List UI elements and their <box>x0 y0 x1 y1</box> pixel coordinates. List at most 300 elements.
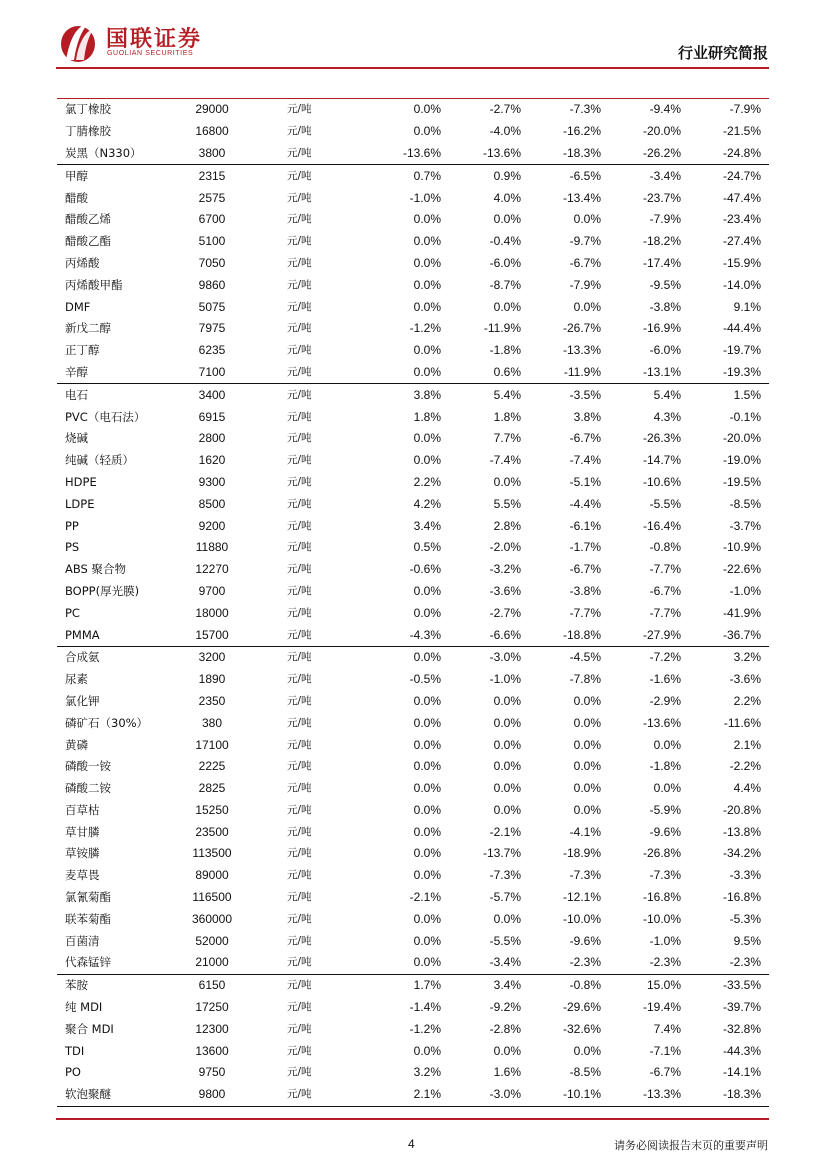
table-row <box>57 493 769 515</box>
product-name-cell: PP <box>65 518 79 533</box>
unit-cell: 元/吨 <box>287 738 312 751</box>
change-cell: 4.2% <box>413 496 441 511</box>
price-cell: 16800 <box>195 124 229 139</box>
change-cell: -19.7% <box>722 343 761 358</box>
change-cell: -6.7% <box>569 255 601 270</box>
change-cell: -3.4% <box>489 955 521 970</box>
change-cell: -10.6% <box>642 474 681 489</box>
price-cell: 9750 <box>198 1065 226 1080</box>
table-row <box>57 602 769 624</box>
change-cell: 15.0% <box>609 974 689 996</box>
change-cell: 0.0% <box>413 453 441 468</box>
price-cell: 1620 <box>198 453 226 468</box>
change-cell: 0.0% <box>493 715 521 730</box>
table-row <box>57 384 769 406</box>
change-cell: -7.1% <box>649 1043 681 1058</box>
change-cell: -0.8% <box>529 974 609 996</box>
price-cell: 29000 <box>177 99 279 121</box>
price-cell: 1890 <box>198 672 226 687</box>
change-cell: -3.8% <box>649 299 681 314</box>
product-name-cell: 聚合 MDI <box>65 1021 114 1036</box>
table-row <box>57 1084 769 1106</box>
table-row <box>57 296 769 318</box>
product-name-cell: 草铵膦 <box>65 846 100 861</box>
table-row <box>57 865 769 887</box>
unit-cell: 元/吨 <box>287 584 312 597</box>
page-header <box>0 0 827 70</box>
table-row <box>57 209 769 231</box>
table-row <box>57 559 769 581</box>
price-cell: 9800 <box>177 1084 279 1106</box>
unit-cell: 元/吨 <box>287 1066 312 1079</box>
unit-cell: 元/吨 <box>287 497 312 510</box>
change-cell: -19.5% <box>722 474 761 489</box>
change-cell: 3.8% <box>369 384 449 406</box>
product-name-cell: 代森锰锌 <box>65 955 111 970</box>
price-cell: 2350 <box>198 693 226 708</box>
table-row <box>57 624 769 646</box>
change-cell: -1.0% <box>729 583 761 598</box>
change-cell: -1.7% <box>569 540 601 555</box>
change-cell: 0.0% <box>573 212 601 227</box>
change-cell: -3.8% <box>569 583 601 598</box>
change-cell: 1.8% <box>493 409 521 424</box>
change-cell: -7.3% <box>489 868 521 883</box>
change-cell: 4.0% <box>493 190 521 205</box>
product-name-cell: 电石 <box>57 384 177 406</box>
change-cell: 5.5% <box>493 496 521 511</box>
price-cell: 3200 <box>177 646 279 668</box>
change-cell: 9.5% <box>733 933 761 948</box>
change-cell: 3.4% <box>449 974 529 996</box>
table-row <box>57 821 769 843</box>
price-cell: 116500 <box>192 890 232 905</box>
change-cell: 2.2% <box>733 693 761 708</box>
change-cell: -11.6% <box>723 715 761 730</box>
unit-cell: 元/吨 <box>287 475 312 488</box>
change-cell: -29.6% <box>562 1000 601 1015</box>
change-cell: 5.4% <box>609 384 689 406</box>
product-name-cell: TDI <box>65 1043 85 1058</box>
change-cell: 0.0% <box>413 1043 441 1058</box>
change-cell: -7.2% <box>609 646 689 668</box>
table-row <box>57 187 769 209</box>
change-cell: -16.8% <box>642 890 681 905</box>
unit-cell: 元/吨 <box>279 1084 369 1106</box>
change-cell: -6.7% <box>649 1065 681 1080</box>
change-cell: 5.4% <box>449 384 529 406</box>
change-cell: -9.2% <box>489 1000 521 1015</box>
change-cell: -2.2% <box>729 759 761 774</box>
change-cell: 0.0% <box>413 299 441 314</box>
change-cell: -6.0% <box>489 255 521 270</box>
change-cell: -10.0% <box>562 911 601 926</box>
change-cell: -18.3% <box>689 1084 769 1106</box>
product-name-cell: PS <box>65 540 80 555</box>
product-name-cell: 软泡聚醚 <box>57 1084 177 1106</box>
change-cell: -7.9% <box>689 99 769 121</box>
change-cell: -0.6% <box>409 562 441 577</box>
change-cell: 0.0% <box>413 431 441 446</box>
change-cell: -18.2% <box>642 234 681 249</box>
change-cell: 0.0% <box>413 605 441 620</box>
change-cell: 0.0% <box>493 212 521 227</box>
table-row <box>57 1062 769 1084</box>
change-cell: -2.1% <box>489 824 521 839</box>
change-cell: -1.8% <box>489 343 521 358</box>
header-divider <box>56 67 769 69</box>
price-cell: 6915 <box>198 409 226 424</box>
change-cell: -7.3% <box>529 99 609 121</box>
table-row <box>57 537 769 559</box>
change-cell: -4.1% <box>569 824 601 839</box>
product-name-cell: 氯化钾 <box>65 693 100 708</box>
table-row <box>57 887 769 909</box>
change-cell: -2.1% <box>409 890 441 905</box>
unit-cell: 元/吨 <box>279 99 369 121</box>
unit-cell: 元/吨 <box>287 454 312 467</box>
change-cell: 0.0% <box>413 868 441 883</box>
change-cell: 0.0% <box>413 955 441 970</box>
change-cell: -26.7% <box>562 321 601 336</box>
product-name-cell: 新戊二醇 <box>65 321 111 336</box>
change-cell: -3.7% <box>729 518 761 533</box>
change-cell: -13.6% <box>642 715 681 730</box>
change-cell: 0.0% <box>573 802 601 817</box>
product-name-cell: PMMA <box>65 627 100 642</box>
unit-cell: 元/吨 <box>287 1022 312 1035</box>
table-row <box>57 406 769 428</box>
change-cell: 3.2% <box>413 1065 441 1080</box>
change-cell: -7.9% <box>649 212 681 227</box>
table-row <box>57 472 769 494</box>
table-row <box>57 997 769 1019</box>
change-cell: -39.7% <box>722 1000 761 1015</box>
change-cell: -14.1% <box>722 1065 761 1080</box>
change-cell: -10.1% <box>529 1084 609 1106</box>
change-cell: -20.0% <box>642 124 681 139</box>
product-name-cell: 醋酸 <box>65 190 88 205</box>
table-row <box>57 143 769 165</box>
unit-cell: 元/吨 <box>287 934 312 947</box>
change-cell: -20.8% <box>722 802 761 817</box>
unit-cell: 元/吨 <box>287 847 312 860</box>
logo-chinese-name: 国联证券 <box>106 27 203 52</box>
change-cell: -8.7% <box>489 277 521 292</box>
change-cell: 0.0% <box>573 737 601 752</box>
table-row <box>57 450 769 472</box>
unit-cell: 元/吨 <box>287 782 312 795</box>
product-name-cell: 联苯菊酯 <box>65 911 111 926</box>
change-cell: -2.3% <box>729 955 761 970</box>
change-cell: 0.0% <box>413 693 441 708</box>
change-cell: 0.0% <box>413 911 441 926</box>
change-cell: 0.0% <box>573 693 601 708</box>
price-cell: 2825 <box>198 781 226 796</box>
change-cell: -13.3% <box>609 1084 689 1106</box>
product-name-cell: 百草枯 <box>65 802 100 817</box>
change-cell: -3.4% <box>609 165 689 187</box>
table-row <box>57 515 769 537</box>
change-cell: -2.3% <box>649 955 681 970</box>
price-cell: 6700 <box>198 212 226 227</box>
change-cell: -0.8% <box>649 540 681 555</box>
change-cell: 0.0% <box>413 737 441 752</box>
disclaimer-text: 请务必阅读报告末页的重要声明 <box>614 1139 768 1152</box>
unit-cell: 元/吨 <box>287 322 312 335</box>
change-cell: 0.0% <box>369 646 449 668</box>
table-row <box>57 253 769 275</box>
product-name-cell: PVC（电石法） <box>65 409 146 424</box>
page-number: 4 <box>408 1137 415 1151</box>
change-cell: -1.8% <box>649 759 681 774</box>
price-cell: 2225 <box>198 759 226 774</box>
logo-english-name: GUOLIAN SECURITIES <box>107 50 194 57</box>
change-cell: -1.2% <box>409 321 441 336</box>
change-cell: -15.9% <box>722 255 761 270</box>
price-cell: 2315 <box>177 165 279 187</box>
unit-cell: 元/吨 <box>287 146 312 159</box>
change-cell: -1.6% <box>649 672 681 687</box>
change-cell: -5.1% <box>569 474 601 489</box>
unit-cell: 元/吨 <box>287 760 312 773</box>
change-cell: -21.5% <box>722 124 761 139</box>
change-cell: 0.0% <box>573 715 601 730</box>
change-cell: 0.0% <box>369 99 449 121</box>
change-cell: -6.7% <box>569 431 601 446</box>
product-name-cell: 醋酸乙酯 <box>65 234 111 249</box>
unit-cell: 元/吨 <box>287 519 312 532</box>
change-cell: -16.8% <box>722 890 761 905</box>
change-cell: 0.0% <box>493 759 521 774</box>
unit-cell: 元/吨 <box>287 803 312 816</box>
unit-cell: 元/吨 <box>287 628 312 641</box>
change-cell: -17.4% <box>642 255 681 270</box>
price-cell: 12300 <box>195 1021 229 1036</box>
change-cell: 0.0% <box>573 1043 601 1058</box>
table-row <box>57 231 769 253</box>
price-cell: 9300 <box>198 474 226 489</box>
change-cell: -2.8% <box>489 1021 521 1036</box>
table-row <box>57 691 769 713</box>
product-name-cell: 丙烯酸甲酯 <box>65 277 123 292</box>
change-cell: -9.7% <box>569 234 601 249</box>
change-cell: -18.9% <box>562 846 601 861</box>
price-cell: 89000 <box>195 868 229 883</box>
product-name-cell: 黄磷 <box>65 737 88 752</box>
change-cell: -24.8% <box>722 145 761 160</box>
unit-cell: 元/吨 <box>287 694 312 707</box>
change-cell: -3.5% <box>529 384 609 406</box>
change-cell: -19.0% <box>722 453 761 468</box>
table-row <box>57 930 769 952</box>
change-cell: 1.6% <box>493 1065 521 1080</box>
unit-cell: 元/吨 <box>279 384 369 406</box>
table-row <box>57 908 769 930</box>
unit-cell: 元/吨 <box>287 912 312 925</box>
change-cell: 0.0% <box>653 781 681 796</box>
change-cell: -14.0% <box>722 277 761 292</box>
change-cell: -14.7% <box>642 453 681 468</box>
change-cell: -6.7% <box>649 583 681 598</box>
change-cell: 0.0% <box>653 737 681 752</box>
product-name-cell: DMF <box>65 299 91 314</box>
product-name-cell: 氯氰菊酯 <box>65 890 111 905</box>
product-name-cell: 丙烯酸 <box>65 255 100 270</box>
change-cell: -13.1% <box>642 364 681 379</box>
change-cell: -6.7% <box>569 562 601 577</box>
change-cell: -9.4% <box>609 99 689 121</box>
unit-cell: 元/吨 <box>287 213 312 226</box>
change-cell: 0.0% <box>413 124 441 139</box>
product-name-cell: 辛醇 <box>65 364 88 379</box>
unit-cell: 元/吨 <box>279 165 369 187</box>
table-row <box>57 778 769 800</box>
change-cell: -13.6% <box>402 145 441 160</box>
price-cell: 360000 <box>191 911 233 926</box>
price-cell: 11880 <box>195 540 229 555</box>
change-cell: -5.9% <box>649 802 681 817</box>
product-name-cell: 苯胺 <box>57 974 177 996</box>
product-name-cell: 草甘膦 <box>65 824 100 839</box>
table-row <box>57 756 769 778</box>
change-cell: -44.4% <box>722 321 761 336</box>
unit-cell: 元/吨 <box>287 125 312 138</box>
change-cell: -2.7% <box>489 605 521 620</box>
table-row <box>57 669 769 691</box>
change-cell: -3.3% <box>729 868 761 883</box>
change-cell: -1.0% <box>649 933 681 948</box>
table-row <box>57 712 769 734</box>
product-name-cell: BOPP(厚光膜) <box>65 583 140 598</box>
price-cell: 3400 <box>177 384 279 406</box>
change-cell: -47.4% <box>722 190 761 205</box>
change-cell: 0.0% <box>573 299 601 314</box>
unit-cell: 元/吨 <box>287 956 312 969</box>
change-cell: -0.4% <box>489 234 521 249</box>
change-cell: -9.6% <box>649 824 681 839</box>
change-cell: 1.5% <box>689 384 769 406</box>
change-cell: 0.0% <box>413 212 441 227</box>
company-logo <box>58 20 218 64</box>
unit-cell: 元/吨 <box>287 256 312 269</box>
unit-cell: 元/吨 <box>287 541 312 554</box>
change-cell: -4.0% <box>489 124 521 139</box>
change-cell: -11.9% <box>483 321 521 336</box>
change-cell: -3.6% <box>489 583 521 598</box>
unit-cell: 元/吨 <box>287 235 312 248</box>
price-cell: 7975 <box>198 321 226 336</box>
change-cell: -5.7% <box>489 890 521 905</box>
change-cell: -0.5% <box>409 672 441 687</box>
product-name-cell: 尿素 <box>65 672 88 687</box>
unit-cell: 元/吨 <box>287 278 312 291</box>
price-cell: 8500 <box>198 496 226 511</box>
table-row <box>57 646 769 668</box>
table-row <box>57 1018 769 1040</box>
change-cell: -13.8% <box>722 824 761 839</box>
change-cell: 0.0% <box>493 802 521 817</box>
change-cell: 9.1% <box>733 299 761 314</box>
unit-cell: 元/吨 <box>287 563 312 576</box>
change-cell: -4.4% <box>569 496 601 511</box>
table-row <box>57 800 769 822</box>
product-name-cell: 纯碱（轻质） <box>65 453 134 468</box>
change-cell: 2.1% <box>369 1084 449 1106</box>
change-cell: -7.7% <box>569 605 601 620</box>
unit-cell: 元/吨 <box>287 891 312 904</box>
change-cell: -1.0% <box>489 672 521 687</box>
product-name-cell: 麦草畏 <box>65 868 100 883</box>
price-cell: 9860 <box>198 277 226 292</box>
change-cell: -34.2% <box>722 846 761 861</box>
change-cell: 7.7% <box>493 431 521 446</box>
unit-cell: 元/吨 <box>279 646 369 668</box>
change-cell: -3.0% <box>449 646 529 668</box>
change-cell: -7.7% <box>649 562 681 577</box>
change-cell: 1.7% <box>369 974 449 996</box>
unit-cell: 元/吨 <box>287 300 312 313</box>
change-cell: -8.5% <box>569 1065 601 1080</box>
product-name-cell: 正丁醇 <box>65 343 100 358</box>
change-cell: -6.6% <box>489 627 521 642</box>
change-cell: -7.7% <box>649 605 681 620</box>
product-name-cell: LDPE <box>65 496 95 511</box>
table-row <box>57 362 769 384</box>
change-cell: 0.0% <box>493 737 521 752</box>
change-cell: -1.4% <box>409 1000 441 1015</box>
change-cell: -44.3% <box>722 1043 761 1058</box>
table-row <box>57 952 769 974</box>
change-cell: 0.0% <box>493 781 521 796</box>
change-cell: -0.1% <box>729 409 761 424</box>
table-row <box>57 99 769 121</box>
table-row <box>57 318 769 340</box>
change-cell: 0.9% <box>449 165 529 187</box>
change-cell: -13.6% <box>482 145 521 160</box>
price-cell: 15250 <box>195 802 229 817</box>
price-cell: 6235 <box>198 343 226 358</box>
change-cell: 0.0% <box>413 824 441 839</box>
change-cell: 0.0% <box>493 911 521 926</box>
change-cell: 0.5% <box>413 540 441 555</box>
change-cell: -13.4% <box>562 190 601 205</box>
product-name-cell: 磷酸二铵 <box>65 781 111 796</box>
change-cell: -2.9% <box>649 693 681 708</box>
price-cell: 2800 <box>198 431 226 446</box>
change-cell: -27.4% <box>722 234 761 249</box>
change-cell: -26.3% <box>642 431 681 446</box>
product-name-cell: 百菌清 <box>65 933 100 948</box>
product-name-cell: 磷酸一铵 <box>65 759 111 774</box>
change-cell: -24.7% <box>689 165 769 187</box>
price-cell: 7100 <box>198 364 226 379</box>
product-name-cell: 合成氨 <box>57 646 177 668</box>
change-cell: 0.0% <box>413 343 441 358</box>
product-name-cell: 炭黑（N330） <box>65 145 142 160</box>
table-row <box>57 843 769 865</box>
change-cell: 2.8% <box>493 518 521 533</box>
change-cell: -6.0% <box>649 343 681 358</box>
change-cell: 4.3% <box>653 409 681 424</box>
table-row <box>57 974 769 996</box>
price-cell: 3800 <box>198 145 226 160</box>
change-cell: 0.0% <box>413 846 441 861</box>
change-cell: 0.0% <box>573 781 601 796</box>
price-cell: 15700 <box>195 627 229 642</box>
change-cell: -5.3% <box>729 911 761 926</box>
change-cell: -16.4% <box>642 518 681 533</box>
